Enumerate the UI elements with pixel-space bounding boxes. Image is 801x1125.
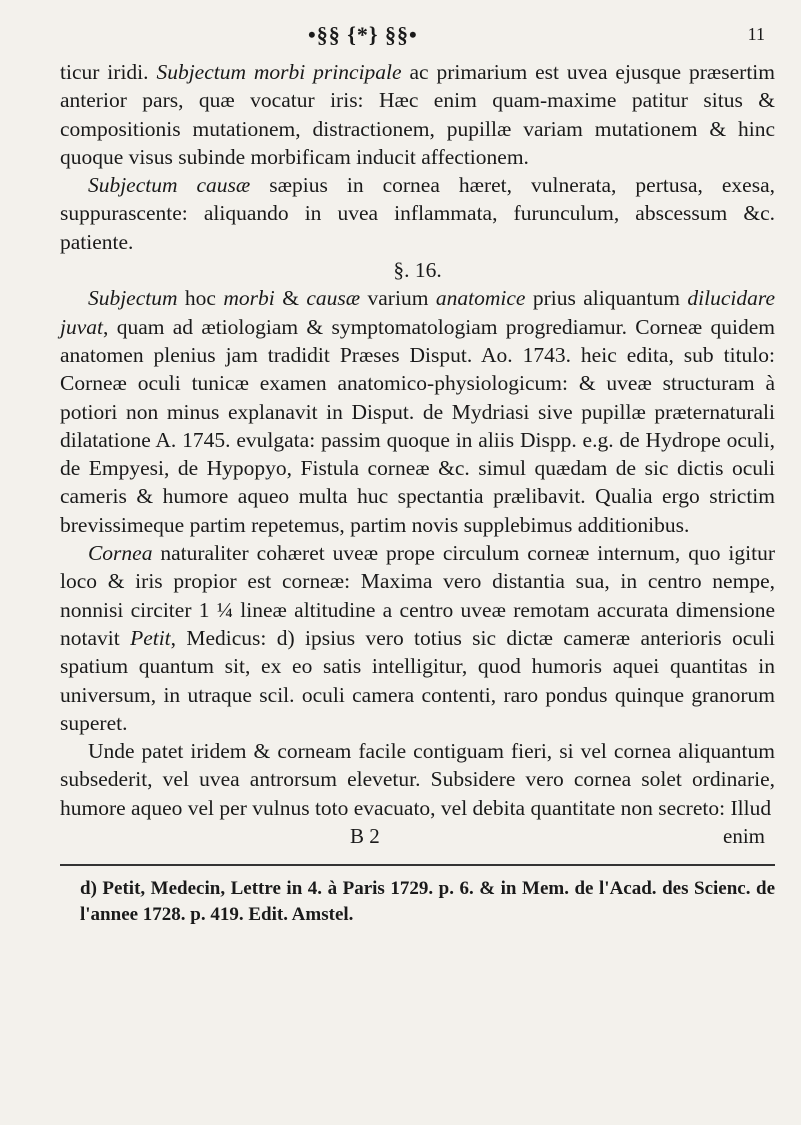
text-run: sæpius in cornea hæret, vulnerata, pertusa, exesa, suppurascente: aliquando in uvea inflammata, furunculum, abscessum &c. patiente.: [60, 173, 776, 254]
text-run: &: [274, 286, 307, 311]
paragraph: [60, 58, 775, 171]
paragraph-group-1: [60, 58, 775, 256]
text-run: naturaliter cohæret uveæ prope circulum corneæ internum, quo igitur loco & iris propior est corneæ: Maxima vero distantia sua, in centro nempe, nonnisi circiter 1 ¼ lineæ altitudine a centro uveæ remotam accurata dimensione notavit: [60, 541, 775, 650]
italic-text: Cornea: [87, 541, 153, 566]
italic-text: anatomice: [435, 286, 526, 311]
page: [60, 18, 775, 928]
header-ornament: •§§ {*} §§•: [308, 22, 418, 47]
italic-text: morbi: [223, 286, 275, 311]
text-run: , quam ad ætiologiam & symptomatologiam progrediamur. Corneæ quidem anatomen plenius jam tradidit Præses Disput. Ao. 1743. heic edita, sub titulo: Corneæ oculi tunicæ examen anatomico-physiologicum: & uveæ structuram à potiori non minus explanavit in Disput. de Mydriasi sive pupillæ præternaturali dilatatione A. 1745. evulgata: passim quoque in aliis Dispp. e.g. de Hydrope oculi, de Empyesi, de Hypopyo, Fistula corneæ &c. simul quædam de sic dictis oculi cameris & humore aqueo multa huc spectantia prælibavit. Qualia ergo strictim brevissimeque partim repetemus, partim novis supplebimus additionibus.: [60, 314, 775, 537]
page-number: 11: [747, 24, 765, 44]
page-header: [60, 18, 775, 58]
footnote: d) Petit, Medecin, Lettre in 4. à Paris 1729. p. 6. & in Mem. de l'Acad. des Scienc. de l'annee 1728. p. 419. Edit. Amstel.: [80, 878, 775, 926]
italic-text: Subjectum causæ: [87, 173, 251, 198]
catchline: [60, 822, 775, 850]
footnote-rule: [60, 864, 775, 866]
paragraph: [60, 737, 775, 822]
italic-text: Subjectum: [87, 286, 178, 311]
text-run: prius aliquantum: [525, 286, 688, 311]
text-run: Unde patet iridem & corneam facile contiguam fieri, si vel cornea aliquantum subsederit, vel uvea antrorsum elevetur. Subsidere vero cornea solet ordinarie, humore aqueo vel per vulnus toto evacuato, vel debita quantitate non secreto: Illud: [60, 739, 775, 820]
paragraph-group-2: [60, 284, 775, 822]
italic-text: Subjectum morbi principale: [156, 60, 402, 84]
section-number: §. 16.: [393, 258, 442, 283]
catchword: enim: [723, 824, 765, 849]
italic-text: Petit: [130, 625, 171, 650]
paragraph: [60, 284, 775, 539]
italic-text: causæ: [306, 286, 361, 311]
italic-text: dilucidare juvat: [60, 286, 775, 339]
text-run: ac primarium est uvea ejusque præsertim anterior pars, quæ vocatur iris: Hæc enim quam-maxime patitur situs & compositionis mutationem, distractionem, pupillæ variam mutationem & hinc quoque visus subinde morbificam inducit affectionem.: [60, 60, 775, 169]
paragraph: [60, 539, 775, 737]
text-run: hoc: [177, 286, 224, 311]
text-run: , Medicus: d) ipsius vero totius sic dictæ cameræ anterioris oculi spatium quantum sit, ex eo satis intelligitur, quod humoris aquei quantitas in universum, in utraque scil. oculi camera contenti, raro pondus quinque granorum superet.: [60, 625, 776, 735]
body-text: [60, 58, 775, 850]
signature-mark: B 2: [350, 824, 380, 849]
text-run: varium: [360, 286, 436, 311]
text-run: ticur iridi.: [60, 60, 157, 84]
paragraph: [60, 171, 775, 256]
